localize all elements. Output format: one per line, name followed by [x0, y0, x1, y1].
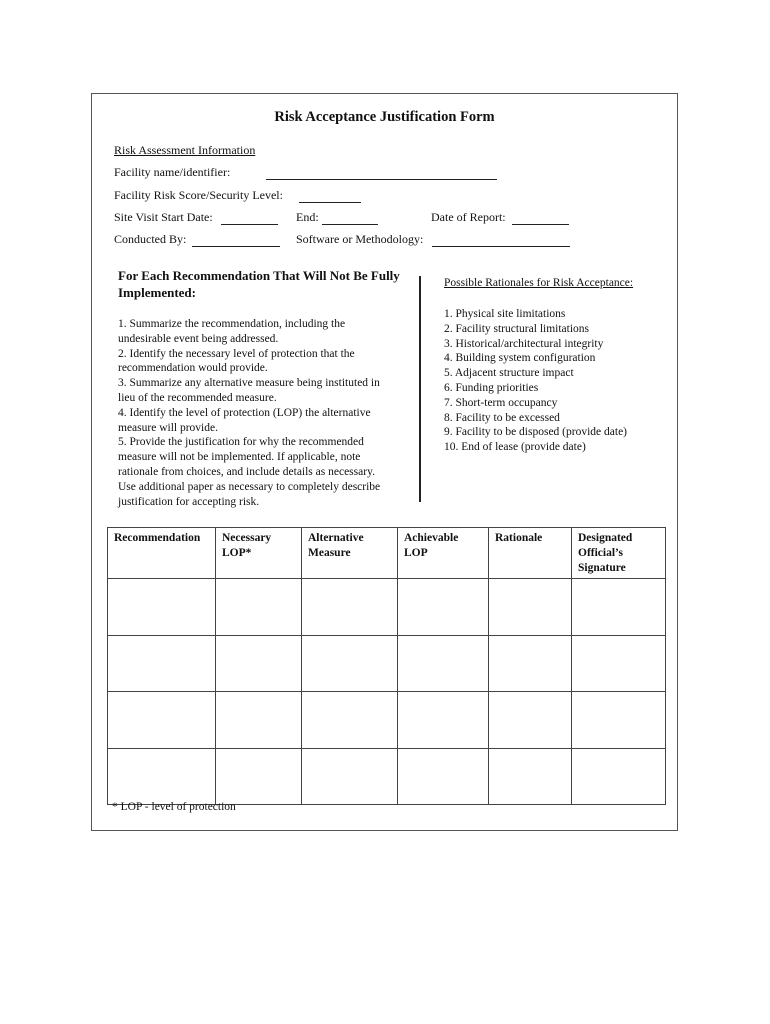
rationale-item: 4. Building system configuration — [444, 352, 596, 365]
instruction-line: measure will provide. — [118, 421, 218, 434]
risk-acceptance-form — [91, 93, 678, 831]
rationale-item: 3. Historical/architectural integrity — [444, 337, 604, 350]
header-alternative-measure: Alternative Measure — [302, 528, 398, 579]
rationale-item: 2. Facility structural limitations — [444, 322, 590, 335]
facility-name-field[interactable] — [266, 178, 497, 180]
date-of-report-field[interactable] — [512, 223, 569, 225]
header-necessary-lop: Necessary LOP* — [216, 528, 302, 579]
rationales-heading: Possible Rationales for Risk Acceptance: — [444, 277, 634, 289]
table-cell[interactable] — [489, 579, 572, 636]
site-visit-start-field[interactable] — [221, 223, 278, 225]
table-cell[interactable] — [302, 748, 398, 805]
table-cell[interactable] — [108, 579, 216, 636]
conducted-by-label: Conducted By: — [114, 232, 187, 246]
table-cell[interactable] — [108, 635, 216, 692]
table-cell[interactable] — [108, 748, 216, 805]
instructions-list — [118, 317, 418, 509]
table-cell[interactable] — [398, 748, 489, 805]
table-cell[interactable] — [108, 692, 216, 749]
risk-score-label: Facility Risk Score/Security Level: — [114, 188, 283, 202]
table-cell[interactable] — [302, 579, 398, 636]
table-cell[interactable] — [216, 635, 302, 692]
instruction-line: measure will not be implemented. If applicable, note — [118, 451, 361, 464]
table-cell[interactable] — [398, 692, 489, 749]
header-achievable-lop: Achievable LOP — [398, 528, 489, 579]
rationale-item: 8. Facility to be excessed — [444, 411, 560, 424]
justification-table — [107, 527, 666, 805]
table-cell[interactable] — [572, 692, 666, 749]
recommendation-heading: For Each Recommendation That Will Not Be Fully Implemented: — [118, 268, 400, 300]
table-cell[interactable] — [572, 579, 666, 636]
rationale-item: 1. Physical site limitations — [444, 308, 566, 320]
instruction-line: 4. Identify the level of protection (LOP) the alternative — [118, 406, 371, 419]
table-cell[interactable] — [489, 692, 572, 749]
rationale-item: 5. Adjacent structure impact — [444, 367, 574, 380]
table-cell[interactable] — [572, 748, 666, 805]
vertical-divider — [419, 276, 421, 502]
header-recommendation: Recommendation — [108, 528, 216, 579]
table-cell[interactable] — [302, 635, 398, 692]
table-cell[interactable] — [398, 635, 489, 692]
instruction-line: recommendation would provide. — [118, 362, 268, 375]
table-cell[interactable] — [398, 579, 489, 636]
rationale-item: 10. End of lease (provide date) — [444, 441, 586, 454]
table-row — [108, 579, 666, 636]
table-cell[interactable] — [572, 635, 666, 692]
site-visit-start-label: Site Visit Start Date: — [114, 210, 213, 224]
header-signature: Designated Official’s Signature — [572, 528, 666, 579]
table-row — [108, 635, 666, 692]
conducted-by-field[interactable] — [192, 245, 280, 247]
table-cell[interactable] — [216, 579, 302, 636]
software-label: Software or Methodology: — [296, 232, 424, 246]
instruction-line: justification for accepting risk. — [118, 495, 260, 508]
end-date-field[interactable] — [322, 223, 378, 225]
risk-score-field[interactable] — [299, 201, 361, 203]
table-row — [108, 748, 666, 805]
rationale-item: 6. Funding priorities — [444, 381, 539, 394]
instruction-line: rationale from choices, and include details as necessary. — [118, 465, 375, 478]
rationale-item: 9. Facility to be disposed (provide date) — [444, 426, 628, 439]
table-cell[interactable] — [216, 692, 302, 749]
rationale-item: 7. Short-term occupancy — [444, 396, 558, 409]
instruction-line: 3. Summarize any alternative measure being instituted in — [118, 377, 380, 390]
end-date-label: End: — [296, 210, 319, 224]
instruction-line: 2. Identify the necessary level of protection that the — [118, 347, 355, 360]
header-rationale: Rationale — [489, 528, 572, 579]
table-row — [108, 692, 666, 749]
software-field[interactable] — [432, 245, 570, 247]
instruction-line: undesirable event being addressed. — [118, 332, 279, 345]
facility-name-label: Facility name/identifier: — [114, 165, 231, 179]
footnote: * LOP - level of protection — [112, 801, 236, 813]
form-title: Risk Acceptance Justification Form — [274, 109, 495, 125]
instruction-line: lieu of the recommended measure. — [118, 391, 277, 404]
table-header-row — [108, 528, 666, 579]
table-cell[interactable] — [489, 748, 572, 805]
instruction-line: 1. Summarize the recommendation, including the — [118, 318, 346, 330]
table-cell[interactable] — [489, 635, 572, 692]
table-cell[interactable] — [216, 748, 302, 805]
instruction-line: 5. Provide the justification for why the recommended — [118, 436, 364, 449]
instruction-line: Use additional paper as necessary to completely describe — [118, 480, 381, 493]
section-heading: Risk Assessment Information — [114, 143, 256, 157]
date-of-report-label: Date of Report: — [431, 210, 506, 224]
rationales-list — [444, 307, 627, 455]
table-cell[interactable] — [302, 692, 398, 749]
